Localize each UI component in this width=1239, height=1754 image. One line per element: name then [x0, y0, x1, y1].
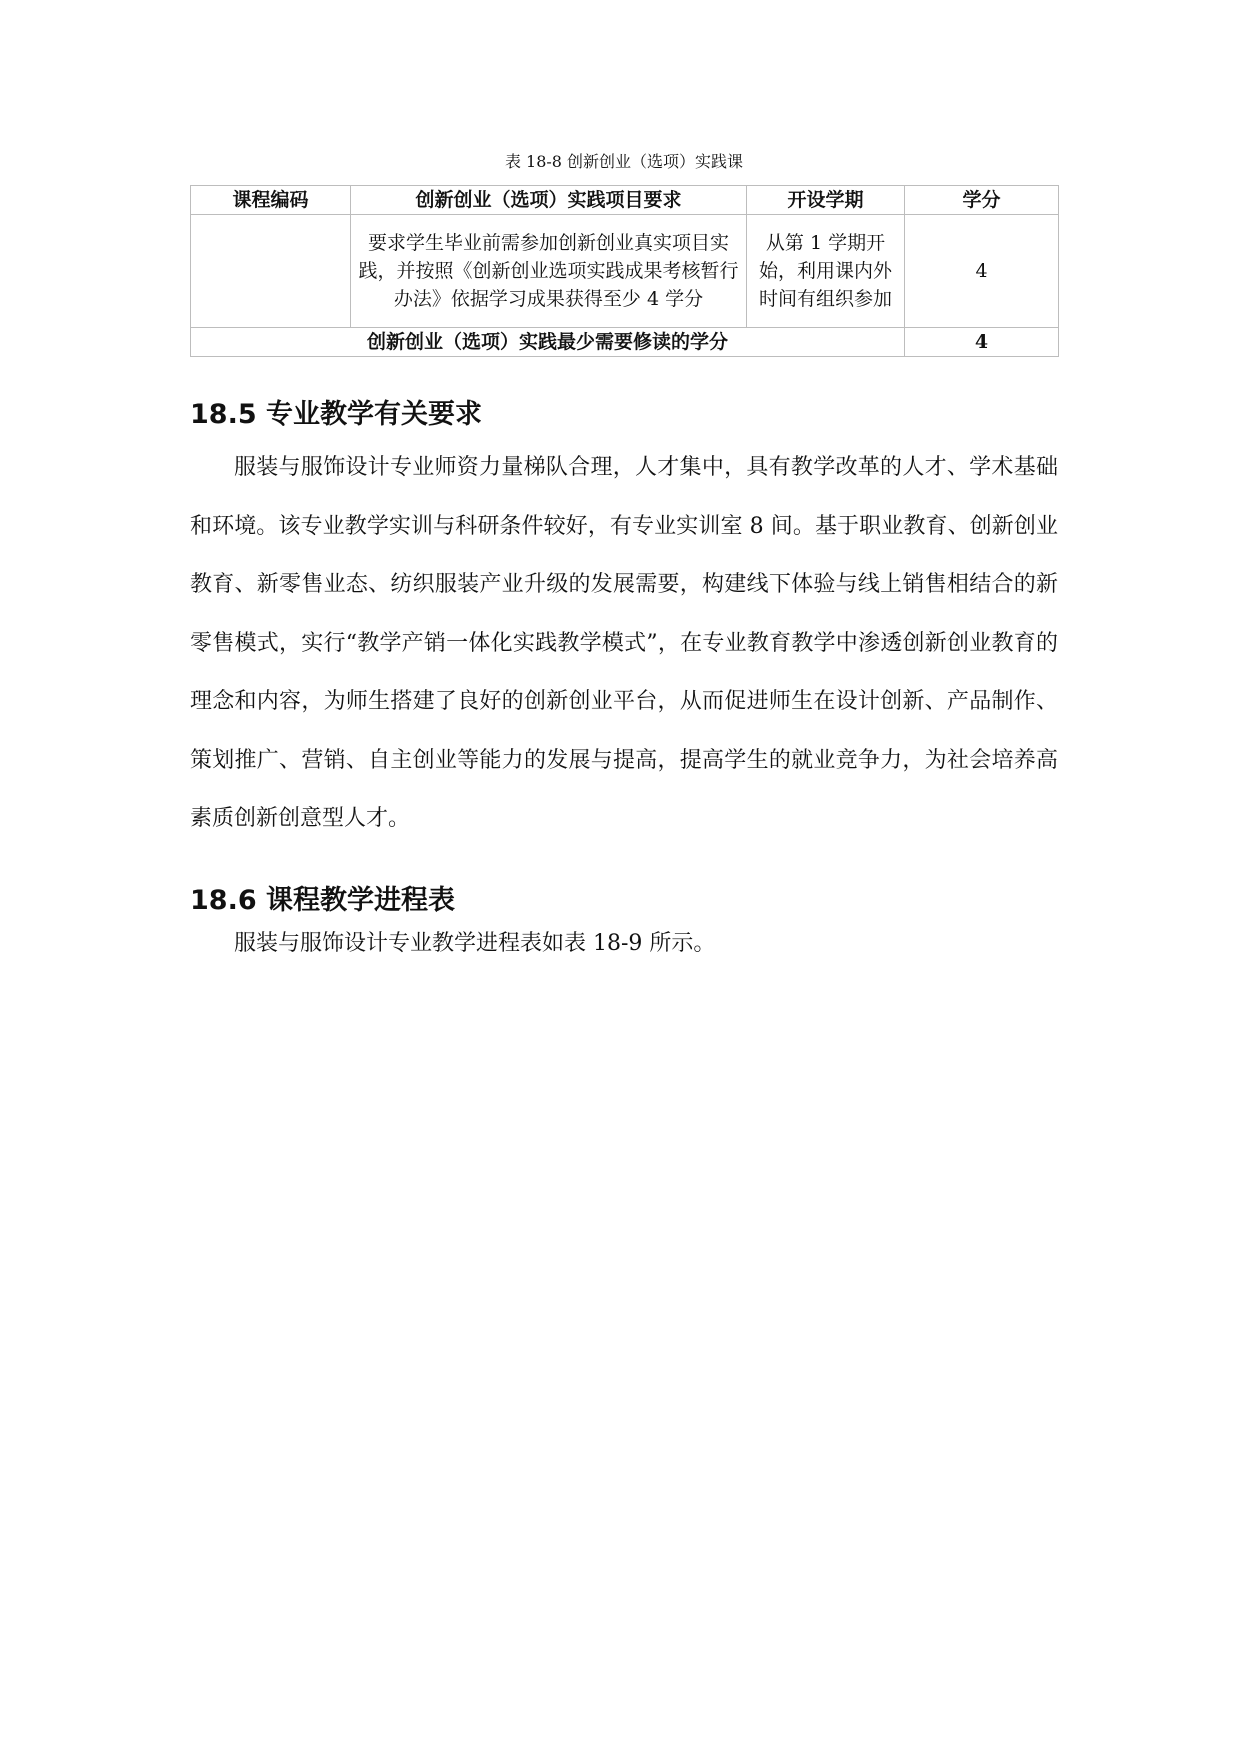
header-requirement: 创新创业（选项）实践项目要求 [351, 186, 747, 215]
cell-semester: 从第 1 学期开始，利用课内外时间有组织参加 [747, 215, 905, 328]
header-credit: 学分 [905, 186, 1059, 215]
section-paragraph-18-6: 服装与服饰设计专业教学进程表如表 18-9 所示。 [234, 931, 716, 956]
section-heading-18-5: 18.5 专业教学有关要求 [190, 399, 483, 430]
table-header-row [191, 186, 1059, 215]
total-credit-label: 创新创业（选项）实践最少需要修读的学分 [191, 328, 905, 357]
table-row [191, 215, 1059, 328]
cell-course-code [191, 215, 351, 328]
total-credit-value: 4 [905, 328, 1059, 357]
section-heading-18-6: 18.6 课程教学进程表 [190, 885, 456, 916]
header-semester: 开设学期 [747, 186, 905, 215]
cell-requirement: 要求学生毕业前需参加创新创业真实项目实践，并按照《创新创业选项实践成果考核暂行办法》依据学习成果获得至少 4 学分 [351, 215, 747, 328]
header-course-code: 课程编码 [191, 186, 351, 215]
section-paragraph-18-5: 服装与服饰设计专业师资力量梯队合理，人才集中，具有教学改革的人才、学术基础和环境。该专业教学实训与科研条件较好，有专业实训室 8 间。基于职业教育、创新创业教育、新零售业态、纺织服装产业升级的发展需要，构建线下体验与线上销售相结合的新零售模式，实行“教学产销一体化实践教学模式”，在专业教育教学中渗透创新创业教育的理念和内容，为师生搭建了良好的创新创业平台，从而促进师生在设计创新、产品制作、策划推广、营销、自主创业等能力的发展与提高，提高学生的就业竞争力，为社会培养高素质创新创意型人才。 [190, 455, 1058, 831]
table-caption: 表 18-8 创新创业（选项）实践课 [504, 152, 744, 171]
cell-credit: 4 [905, 215, 1059, 328]
innovation-practice-table [190, 185, 1059, 357]
table-total-row [191, 328, 1059, 357]
